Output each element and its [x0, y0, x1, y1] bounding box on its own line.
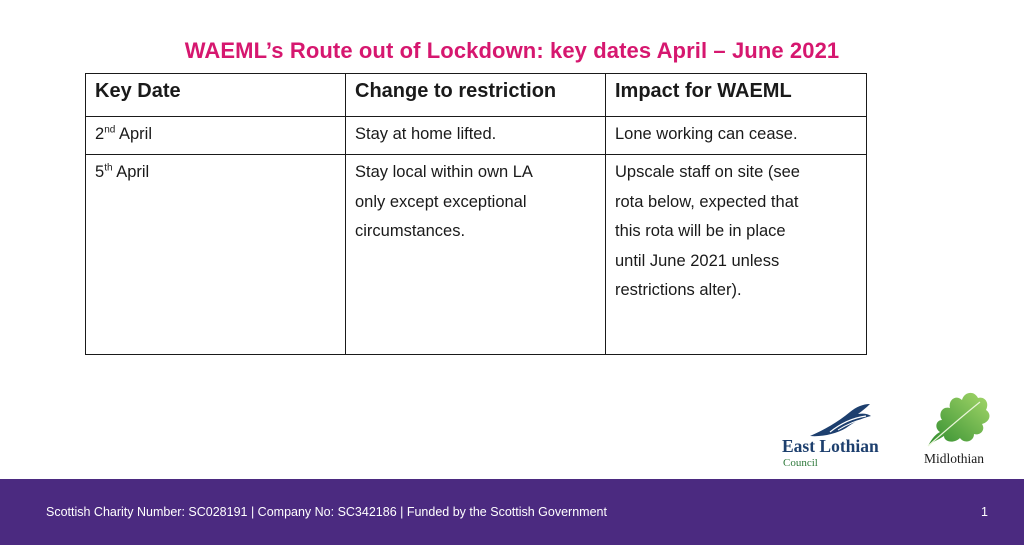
cell-line: restrictions alter). [615, 281, 742, 299]
cell-impact: Lone working can cease. [606, 117, 867, 155]
cell-change [346, 155, 606, 355]
cell-line: circumstances. [355, 222, 466, 240]
midlothian-name: Midlothian [924, 451, 984, 466]
date-month: April [115, 125, 152, 143]
date-day: 2 [95, 125, 105, 143]
document-title: WAEML’s Route out of Lockdown: key dates April – June 2021 [184, 38, 840, 63]
header-key-date: Key Date [86, 74, 346, 117]
cell-impact [606, 155, 867, 355]
cell-line: this rota will be in place [615, 222, 786, 240]
key-dates-table [85, 73, 867, 355]
header-change-to-restriction: Change to restriction [346, 74, 606, 117]
table-header-row [86, 74, 867, 117]
cell-change: Stay at home lifted. [346, 117, 606, 155]
cell-line: Upscale staff on site (see [615, 163, 800, 181]
bird-icon [808, 402, 872, 438]
cell-line: only except exceptional [355, 192, 527, 211]
date-suffix: nd [104, 124, 116, 136]
footer-text: Scottish Charity Number: SC028191 | Company No: SC342186 | Funded by the Scottish Government [46, 505, 607, 519]
table-row [86, 155, 867, 355]
table-row [86, 117, 867, 155]
east-lothian-sub: Council [783, 457, 818, 469]
footer-bar [0, 479, 1024, 545]
midlothian-logo [922, 388, 994, 472]
date-month: April [112, 163, 150, 181]
cell-line: rota below, expected that [615, 192, 799, 211]
east-lothian-name: East Lothian [782, 436, 879, 456]
east-lothian-council-logo [778, 402, 902, 472]
cell-key-date [86, 117, 346, 155]
date-suffix: th [104, 162, 113, 174]
header-impact-for-waeml: Impact for WAEML [606, 74, 867, 117]
oak-leaf-icon [924, 388, 992, 450]
cell-line: until June 2021 unless [615, 251, 780, 270]
date-day: 5 [95, 163, 105, 181]
cell-line: Stay local within own LA [355, 163, 533, 181]
page-number: 1 [981, 505, 988, 519]
cell-key-date [86, 155, 346, 355]
